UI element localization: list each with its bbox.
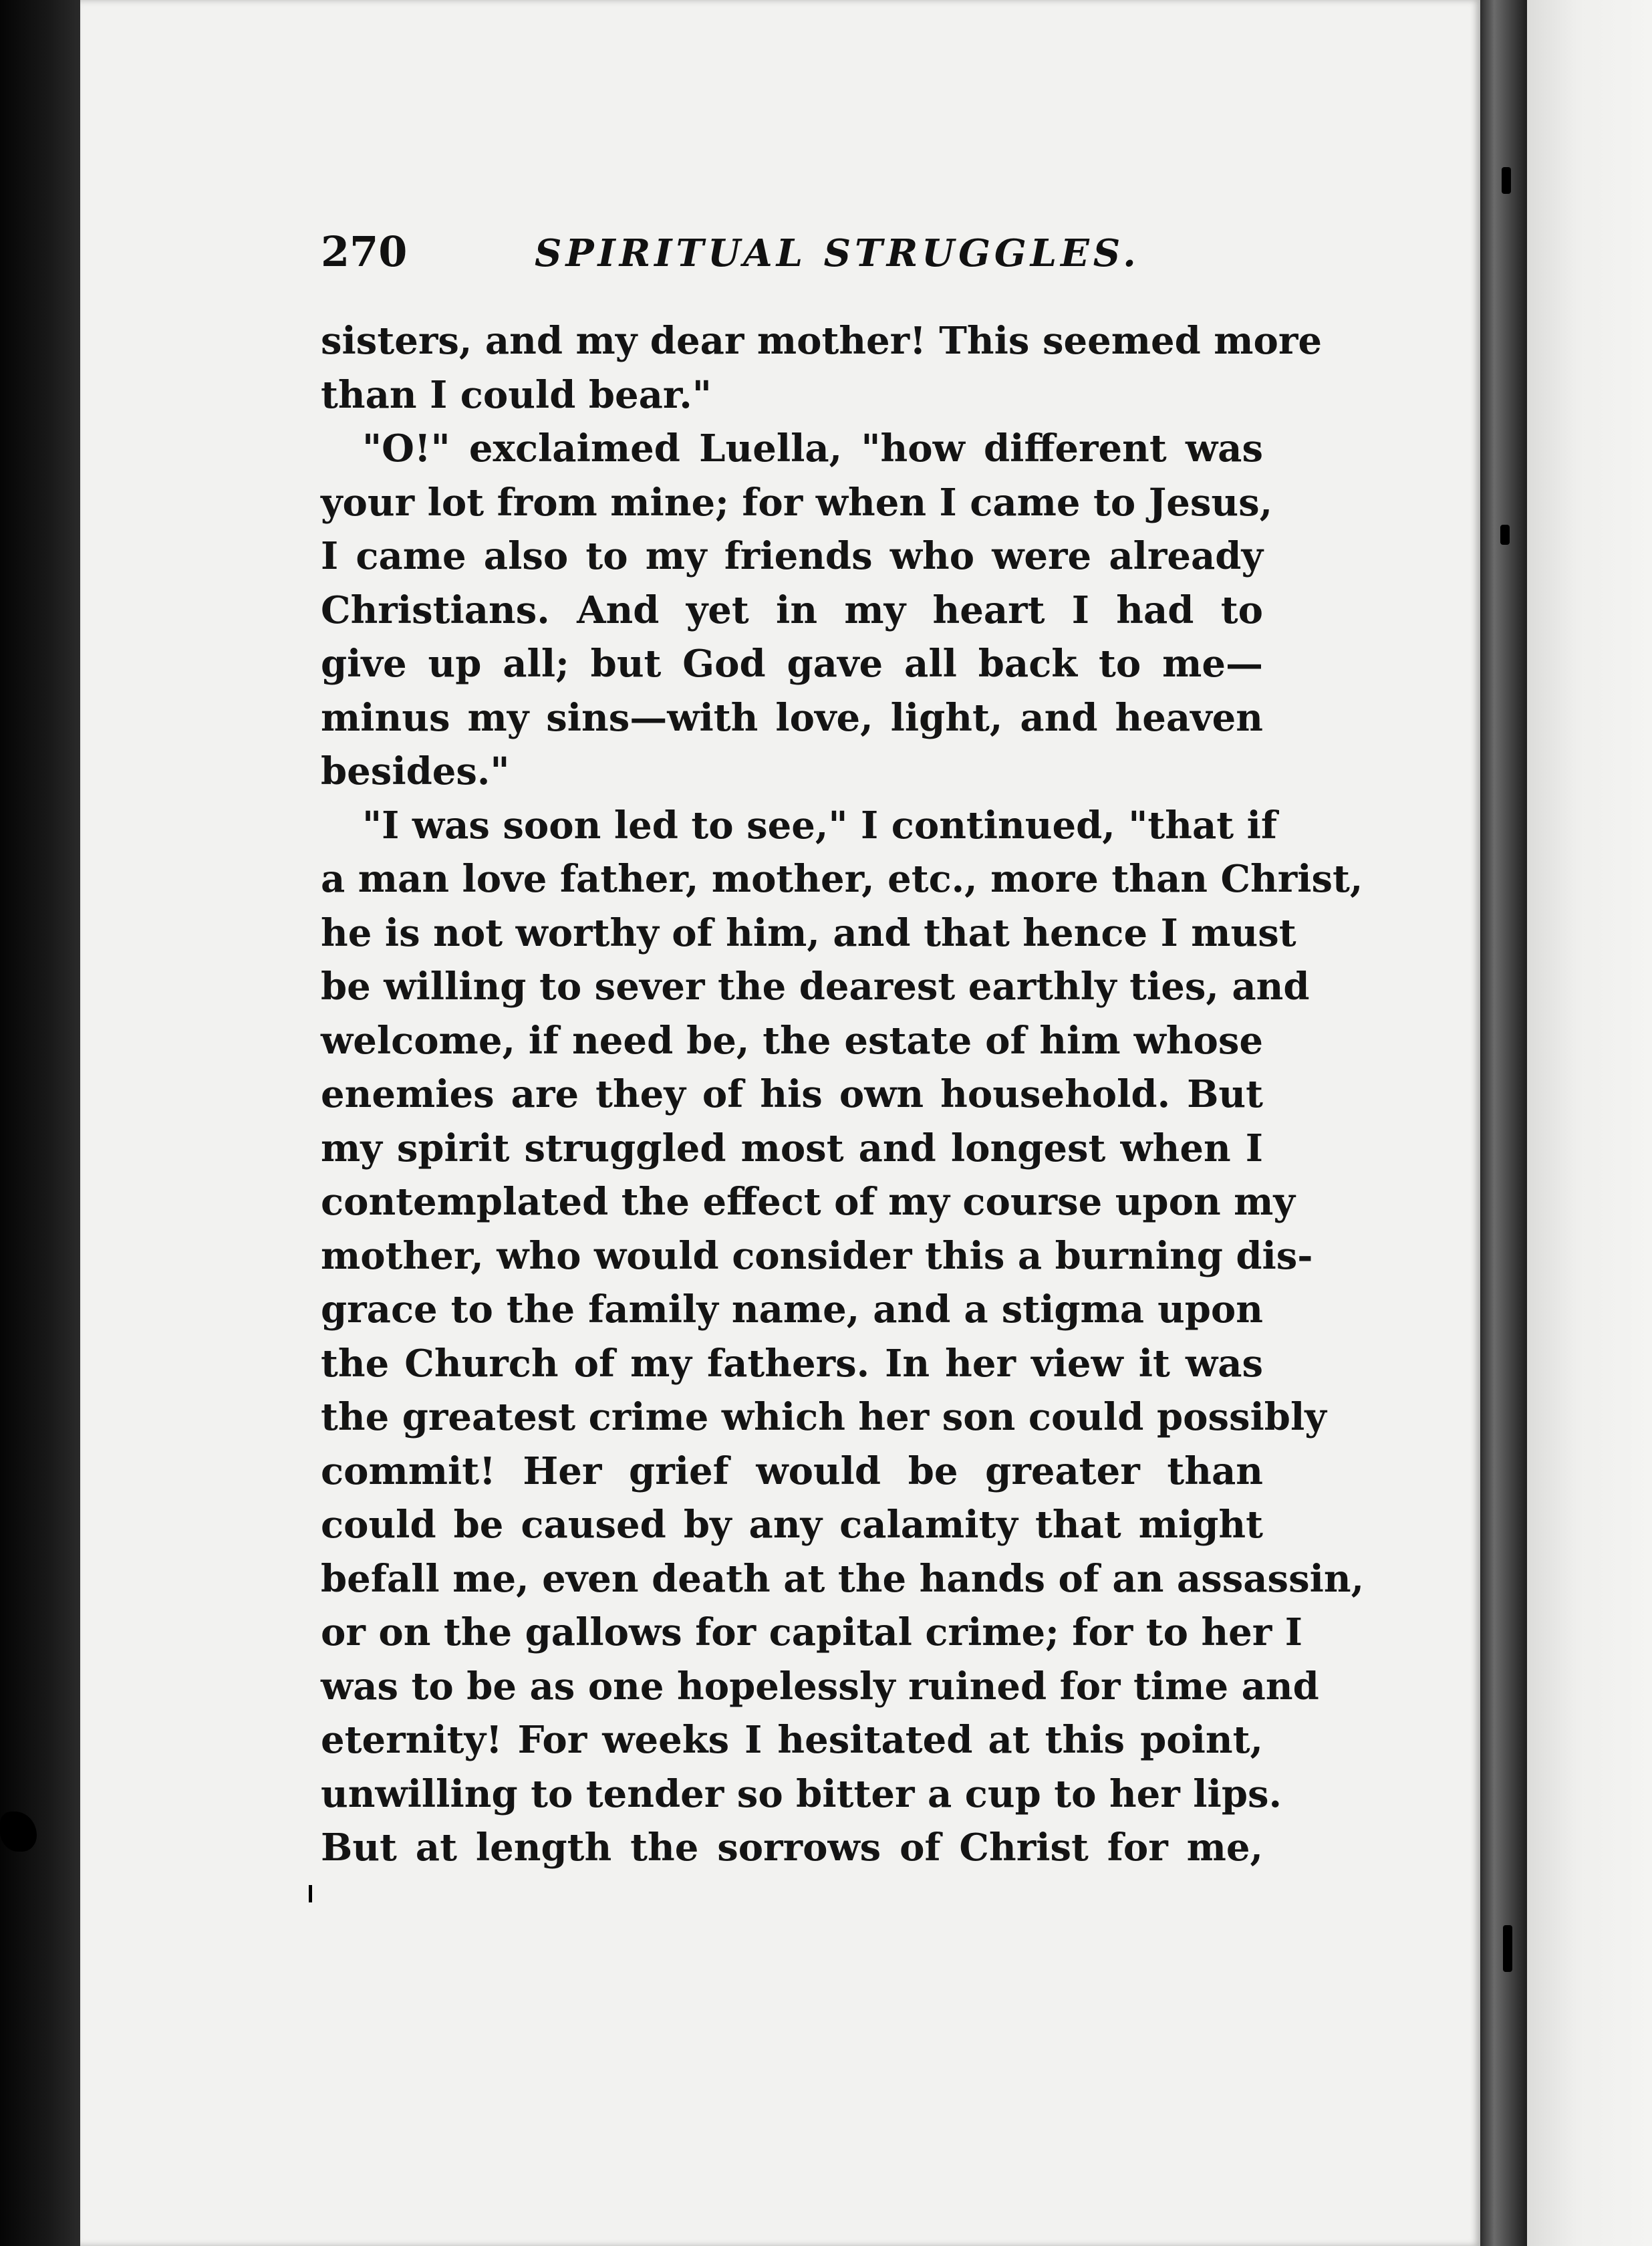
body-text xyxy=(321,314,1365,1875)
text-line: my spirit struggled most and longest when I xyxy=(321,1126,1263,1170)
running-title: SPIRITUAL STRUGGLES. xyxy=(535,231,1140,275)
page-number: 270 xyxy=(321,227,408,276)
text-line: was to be as one hopelessly ruined for time and xyxy=(321,1664,1319,1709)
running-head xyxy=(321,227,1290,287)
text-line: welcome, if need be, the estate of him whose xyxy=(321,1018,1263,1063)
book-gutter xyxy=(1480,0,1527,2246)
text-line: But at length the sorrows of Christ for me, xyxy=(321,1826,1263,1870)
text-line: your lot from mine; for when I came to Jesus, xyxy=(321,480,1273,525)
text-line: Christians. And yet in my heart I had to xyxy=(321,588,1263,632)
margin-blemish xyxy=(309,1885,312,1902)
text-line: minus my sins—with love, light, and heaven xyxy=(321,695,1263,740)
text-line: a man love father, mother, etc., more than Christ, xyxy=(321,857,1363,901)
text-line: he is not worthy of him, and that hence I must xyxy=(321,910,1296,955)
text-line: sisters, and my dear mother! This seemed more xyxy=(321,319,1322,363)
text-line: grace to the family name, and a stigma upon xyxy=(321,1287,1263,1332)
text-line: unwilling to tender so bitter a cup to her lips. xyxy=(321,1771,1282,1816)
text-line: be willing to sever the dearest earthly ties, and xyxy=(321,965,1310,1009)
text-line: mother, who would consider this a burning dis- xyxy=(321,1233,1313,1278)
text-line: enemies are they of his own household. But xyxy=(321,1072,1263,1116)
gutter-mark xyxy=(1500,525,1510,545)
text-line: commit! Her grief would be greater than xyxy=(321,1449,1263,1493)
text-line: I came also to my friends who were already xyxy=(321,534,1263,578)
text-line: eternity! For weeks I hesitated at this point, xyxy=(321,1718,1263,1762)
scan-left-edge xyxy=(0,0,80,2246)
text-line: "O!" exclaimed Luella, "how different was xyxy=(362,426,1263,471)
text-line: befall me, even death at the hands of an assassin, xyxy=(321,1556,1365,1601)
gutter-mark xyxy=(1502,167,1511,194)
text-line: give up all; but God gave all back to me— xyxy=(321,642,1263,686)
text-line: could be caused by any calamity that might xyxy=(321,1503,1263,1547)
text-line: the Church of my fathers. In her view it was xyxy=(321,1341,1263,1386)
gutter-mark xyxy=(1503,1925,1512,1972)
text-line: besides." xyxy=(321,749,510,793)
text-line: than I could bear." xyxy=(321,372,712,417)
facing-page-edge xyxy=(1527,0,1652,2246)
text-line: or on the gallows for capital crime; for to her I xyxy=(321,1610,1302,1654)
text-line: contemplated the effect of my course upon my xyxy=(321,1180,1295,1224)
text-line: "I was soon led to see," I continued, "that if xyxy=(362,803,1278,848)
text-line: the greatest crime which her son could possibly xyxy=(321,1395,1327,1439)
